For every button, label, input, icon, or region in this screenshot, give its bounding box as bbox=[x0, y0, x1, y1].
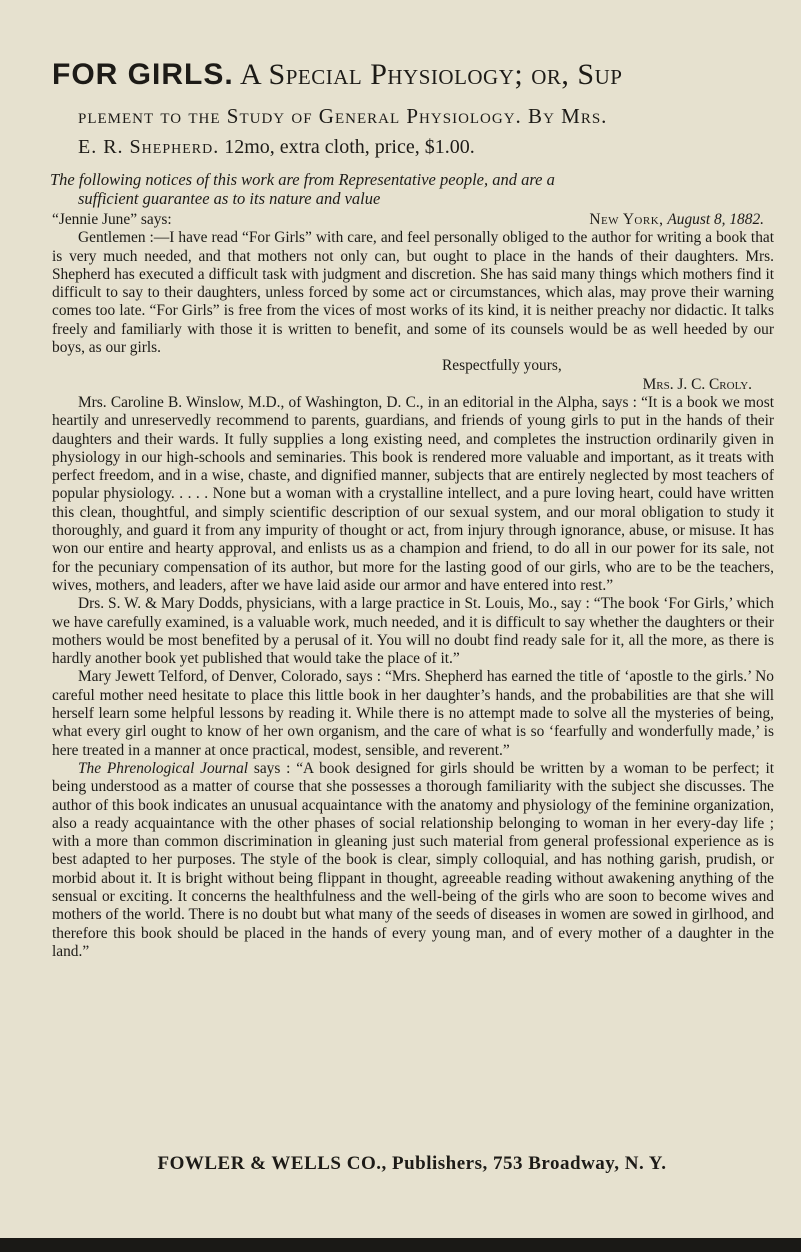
testimonials bbox=[52, 211, 774, 961]
phrenological-testimonial bbox=[52, 760, 774, 961]
notices-intro-line2: sufficient guarantee as to its nature and value bbox=[78, 189, 381, 208]
author-price-line bbox=[78, 136, 475, 159]
croly-closing: Respectfully yours, bbox=[442, 357, 562, 375]
page-edge-shadow bbox=[0, 1238, 801, 1252]
author-name: E. R. Shepherd. bbox=[78, 136, 220, 158]
publisher-footer: FOWLER & WELLS CO., Publishers, 753 Broadway, N. Y. bbox=[157, 1153, 667, 1174]
croly-letter: Gentlemen :—I have read “For Girls” with care, and feel personally obliged to the author for writing a book that is very much needed, and that mothers not only can, but ought to place in the hands of their daughters. Mrs. Shepherd has executed a difficult task with judgment and discretion. She has said many things which mothers find it difficult to say to their daughters, unless forced by some act or circumstances, which alas, may prove their warning comes too late. “For Girls” is free from the vices of most works of its kind, it is neither preachy nor didactic. It talks freely and familiarly with those it is written to benefit, and some of its counsels would be as well heeded by our boys, as our girls. bbox=[52, 229, 774, 357]
telford-testimonial: Mary Jewett Telford, of Denver, Colorado, says : “Mrs. Shepherd has earned the title of ‘apostle to the girls.’ No careful mother need hesitate to place this little book in her daughter’s hands, and the probabilities are that she will herself learn some helpful lessons by reading it. While there is no attempt made to solve all the mysteries of being, what every girl ought to know of her own organism, and the care of what is so ‘fearfully and wonderfully made,’ is here treated in a manner at once practical, modest, sensible, and reverent.” bbox=[52, 668, 774, 759]
notices-intro-line1: The following notices of this work are from Representative people, and are a bbox=[50, 170, 555, 189]
title-subtitle: A Special Physiology; or, Sup bbox=[233, 58, 623, 91]
title-continuation: plement to the Study of General Physiology. By Mrs. bbox=[78, 104, 608, 128]
journal-text: says : “A book designed for girls should be written by a woman to be perfect; it being understood as a matter of course that she possesses a thorough familiarity with the subject she discusses. The author of this book indicates an unusual acquaintance with the anatomy and physiology of the feminine organization, also a ready acquaintance with the other phases of social relationship belonging to woman in her every-day life ; with a more than common discrimination in gleaning just such material from general professional experience as is best adapted to her purposes. The style of the book is clear, simply colloquial, and has nothing garish, prudish, or morbid about it. It is bright without being flippant in thought, agreeable reading without awakening anything of the sensual or exciting. It concerns the healthfulness and the well-being of the girls who are soon to become wives and mothers of the world. There is no doubt but what many of the seeds of diseases in women are sowed in girlhood, and therefore this book should be placed in the hands of every young man, and of every mother of a daughter in the land.” bbox=[52, 759, 775, 960]
croly-signature: Mrs. J. C. Croly. bbox=[642, 375, 752, 393]
book-title bbox=[52, 58, 764, 92]
dodds-testimonial: Drs. S. W. & Mary Dodds, physicians, with a large practice in St. Louis, Mo., say : “The book ‘For Girls,’ which we have carefully examined, is a valuable work, much needed, and it is difficult to say whether the daughters or their mothers would be most benefited by a perusal of it. You will no doubt find ready sale for it, all the more, as there is hardly another book yet published that would take the place of it.” bbox=[52, 595, 774, 668]
croly-city: New York, bbox=[589, 211, 664, 228]
notices-intro bbox=[50, 170, 770, 208]
croly-dateline bbox=[52, 211, 774, 229]
title-bold: FOR GIRLS. bbox=[52, 58, 234, 91]
winslow-testimonial: Mrs. Caroline B. Winslow, M.D., of Washington, D. C., in an editorial in the Alpha, says : “It is a book we most heartily and unreservedly recommend to parents, guardians, and friends of young girls to put in the hands of their daughters and their wards. It fully supplies a long existing need, and completes the instruction ordinarily given in physiology in our high-schools and seminaries. This book is rendered more valuable and important, as it treats with perfect freedom, and in a wise, chaste, and dignified manner, subjects that are entirely neglected by most teachers of popular physiology. . . . . None but a woman with a crystalline intellect, and a pure loving heart, could have written this clean, thoughtful, and simply scientific description of our sexual system, and our moral obligation to study it thoroughly, and guard it from any impurity of thought or act, from injury through ignorance, abuse, or misuse. It has won our entire and hearty approval, and enlists us as a champion and friend, to do all in our power for its sale, not for the pecuniary compensation of its author, but more for the lasting good of our girls, who are to be the teachers, wives, mothers, and leaders, after we have laid aside our armor and have entered into rest.” bbox=[52, 393, 774, 594]
croly-date: August 8, 1882. bbox=[667, 211, 764, 228]
croly-intro: “Jennie June” says: bbox=[52, 211, 172, 228]
format-price: 12mo, extra cloth, price, $1.00. bbox=[219, 136, 475, 158]
journal-name: The Phrenological Journal bbox=[78, 759, 249, 777]
